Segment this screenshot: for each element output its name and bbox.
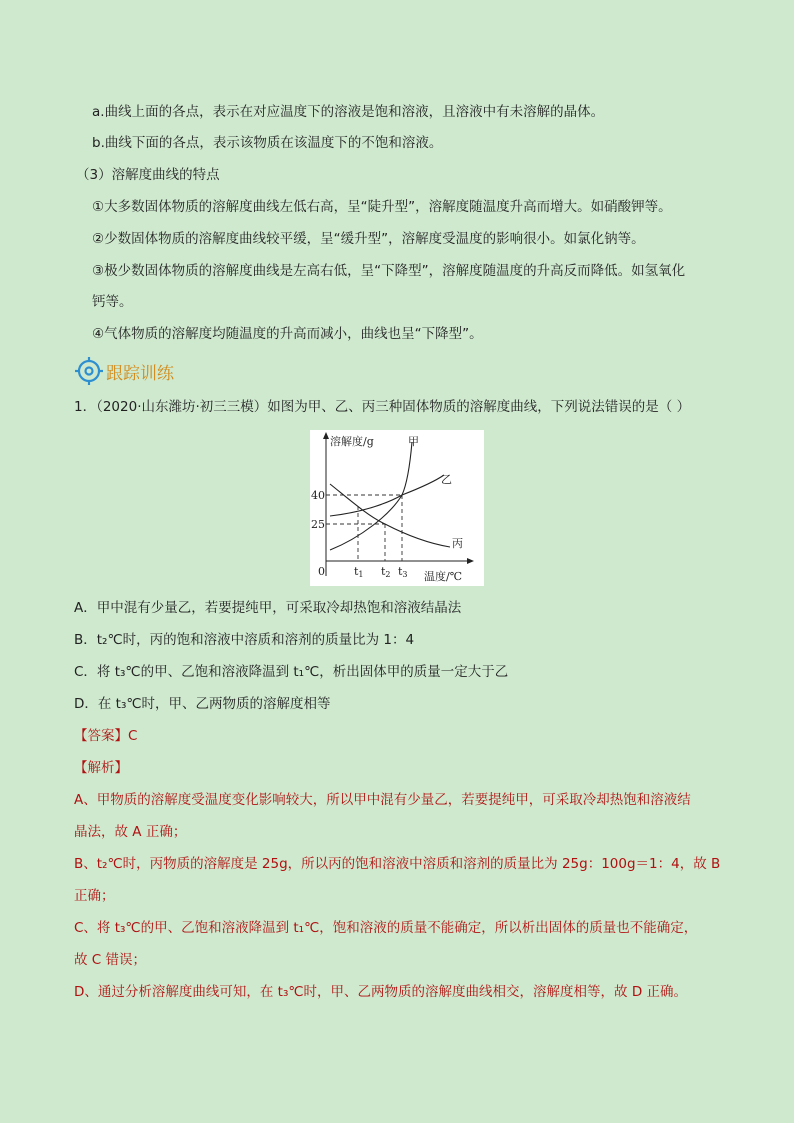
label-jia: 甲 [408, 435, 419, 448]
y-axis-arrow [323, 432, 329, 439]
option-d: D．在 t₃℃时，甲、乙两物质的溶解度相等 [74, 696, 331, 712]
analysis-a-line1: A、甲物质的溶解度受温度变化影响较大，所以甲中混有少量乙，若要提纯甲，可采取冷却热饱和溶液结 [74, 792, 691, 808]
label-yi: 乙 [441, 473, 452, 486]
option-b: B．t₂℃时，丙的饱和溶液中溶质和溶剂的质量比为 1：4 [74, 632, 415, 648]
feature-3-line1: ③极少数固体物质的溶解度曲线是左高右低，呈“下降型”，溶解度随温度的升高反而降低。如氢氧化 [92, 263, 686, 279]
feature-3-line2: 钙等。 [92, 294, 133, 310]
analysis-a-line2: 晶法，故 A 正确； [74, 824, 187, 840]
tick-t3: t3 [398, 565, 408, 579]
option-a: A．甲中混有少量乙，若要提纯甲，可采取冷却热饱和溶液结晶法 [74, 600, 462, 616]
solubility-chart [310, 430, 484, 586]
analysis-b-line2: 正确； [74, 888, 115, 904]
curve-bing [330, 484, 450, 547]
section-3-heading: （3）溶解度曲线的特点 [76, 167, 220, 183]
target-icon [74, 356, 104, 386]
feature-1: ①大多数固体物质的溶解度曲线左低右高，呈“陡升型”，溶解度随温度升高而增大。如硝酸钾等。 [92, 199, 672, 215]
tick-t1: t1 [354, 565, 364, 579]
section-heading [74, 356, 174, 386]
note-b: b.曲线下面的各点，表示该物质在该温度下的不饱和溶液。 [92, 135, 443, 151]
analysis-d-line1: D、通过分析溶解度曲线可知，在 t₃℃时，甲、乙两物质的溶解度曲线相交，溶解度相等，故 D 正确。 [74, 984, 688, 1000]
answer-label: 【答案】C [74, 728, 138, 744]
analysis-c-line1: C、将 t₃℃的甲、乙饱和溶液降温到 t₁℃，饱和溶液的质量不能确定，所以析出固体的质量也不能确定， [74, 920, 698, 936]
analysis-c-line2: 故 C 错误； [74, 952, 147, 968]
option-c: C．将 t₃℃的甲、乙饱和溶液降温到 t₁℃，析出固体甲的质量一定大于乙 [74, 664, 509, 680]
curve-yi [330, 475, 444, 516]
section-title: 跟踪训练 [106, 363, 174, 384]
origin-label: 0 [318, 565, 325, 578]
analysis-label: 【解析】 [74, 760, 128, 776]
analysis-b-line1: B、t₂℃时，丙物质的溶解度是 25g，所以丙的饱和溶液中溶质和溶剂的质量比为 25g：100g＝1：4，故 B [74, 856, 721, 872]
x-axis-label: 温度/℃ [424, 570, 463, 583]
tick-t2: t2 [381, 565, 391, 579]
label-bing: 丙 [452, 537, 463, 550]
x-axis-arrow [467, 558, 474, 564]
solubility-chart-svg [310, 430, 484, 586]
y-axis-label: 溶解度/g [330, 435, 374, 448]
question-stem: 1．（2020·山东潍坊·初三三模）如图为甲、乙、丙三种固体物质的溶解度曲线，下列说法错误的是（ ） [74, 399, 691, 415]
feature-2: ②少数固体物质的溶解度曲线较平缓，呈“缓升型”，溶解度受温度的影响很小。如氯化钠等。 [92, 231, 645, 247]
tick-25: 25 [311, 518, 325, 531]
feature-4: ④气体物质的溶解度均随温度的升高而减小，曲线也呈“下降型”。 [92, 326, 483, 342]
note-a: a.曲线上面的各点，表示在对应温度下的溶液是饱和溶液，且溶液中有未溶解的晶体。 [92, 104, 605, 120]
tick-40: 40 [311, 489, 325, 502]
